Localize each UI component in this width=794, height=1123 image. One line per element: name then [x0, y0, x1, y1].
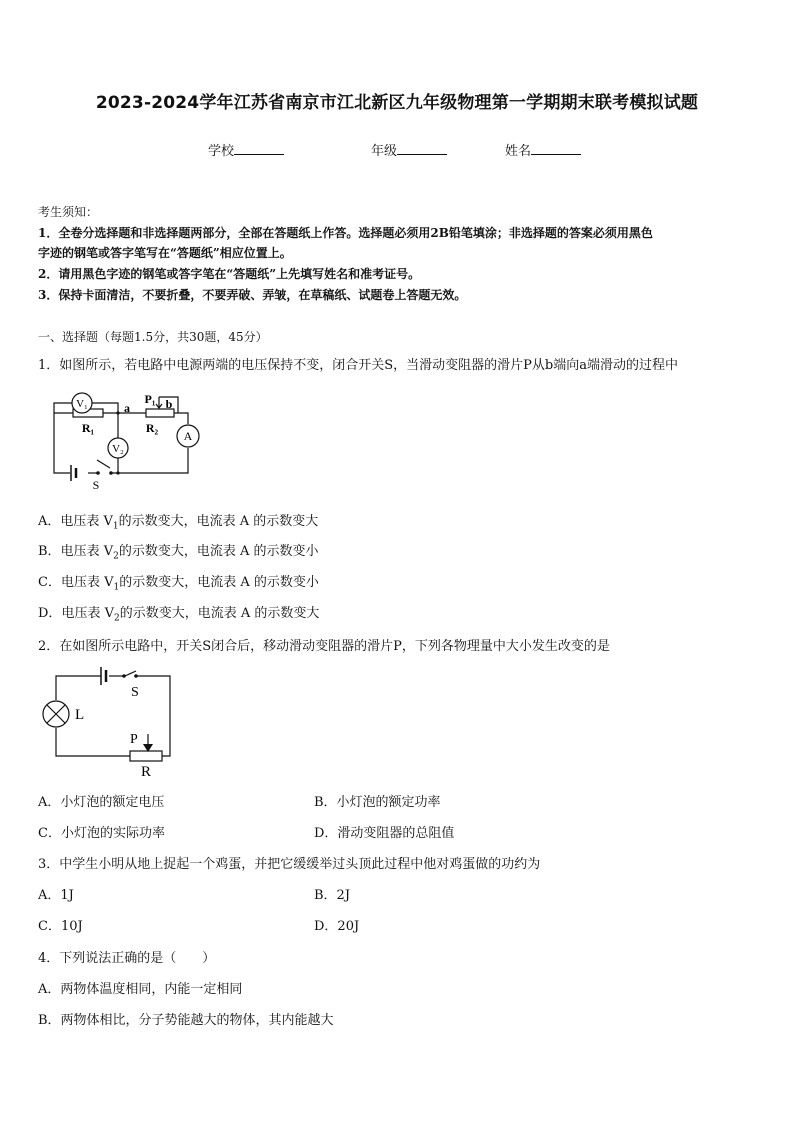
school-field[interactable]: [208, 140, 284, 159]
q1-option-b[interactable]: B．电压表 $V_2$的示数变大，电流表 A 的示数变小: [38, 544, 319, 562]
q3-option-d[interactable]: D．20J: [314, 919, 360, 934]
q1-r1-label: R₁: [81, 421, 95, 435]
name-label: 姓名: [505, 144, 532, 159]
q2-slider-label: P: [130, 732, 138, 747]
q3-option-a[interactable]: A．1J: [38, 888, 74, 903]
q1-v2-label: V₂: [112, 443, 124, 455]
q4-option-a[interactable]: A．两物体温度相同，内能一定相同: [38, 982, 243, 997]
q3-stem: 3．中学生小明从地上捉起一个鸡蛋，并把它缓缓举过头顶此过程中他对鸡蛋做的功约为: [38, 857, 541, 872]
q1-v1-label: V₁: [76, 398, 88, 410]
q2-option-c[interactable]: C．小灯泡的实际功率: [38, 826, 165, 841]
q1-p1-label: P₁: [144, 392, 156, 406]
notice-item-1: 1．全卷分选择题和非选择题两部分，全部在答题纸上作答。选择题必须用2B铅笔填涂；非选择题的答案必须用黑色: [38, 226, 653, 240]
page-title: 2023-2024学年江苏省南京市江北新区九年级物理第一学期期末联考模拟试题: [95, 93, 699, 113]
notice-heading: 考生须知：: [38, 205, 99, 219]
q1-option-c[interactable]: C．电压表 $V_1$的示数变大，电流表 A 的示数变小: [38, 575, 319, 593]
q1-stem: 1．如图所示，若电路中电源两端的电压保持不变，闭合开关S，当滑动变阻器的滑片P从b端向a端滑动的过程中: [38, 358, 678, 373]
notice-item-3: 3．保持卡面清洁，不要折叠，不要弄破、弄皱，在草稿纸、试题卷上答题无效。: [38, 288, 467, 302]
q4-stem: 4．下列说法正确的是（ ）: [38, 951, 216, 966]
q2-stem: 2．在如图所示电路中，开关S闭合后，移动滑动变阻器的滑片P，下列各物理量中大小发生改变的是: [38, 639, 610, 654]
q1-circuit-diagram: [40, 388, 200, 493]
q1-option-d[interactable]: D．电压表 $V_2$的示数变大，电流表 A 的示数变大: [38, 606, 320, 624]
notice-item-1-cont: 字迹的钢笔或答字笔写在“答题纸”相应位置上。: [38, 246, 292, 260]
q4-option-b[interactable]: B．两物体相比，分子势能越大的物体，其内能越大: [38, 1013, 334, 1028]
q2-switch-label: S: [131, 685, 139, 700]
section-heading: 一、选择题（每题1.5分，共30题，45分）: [38, 330, 268, 344]
q2-option-a[interactable]: A．小灯泡的额定电压: [38, 795, 165, 810]
q2-option-d[interactable]: D．滑动变阻器的总阻值: [314, 826, 455, 841]
school-blank[interactable]: [234, 142, 284, 155]
q1-r2-label: R₂: [145, 421, 159, 435]
school-label: 学校: [208, 144, 235, 159]
q1-b-label: b: [165, 397, 173, 411]
grade-label: 年级: [371, 144, 398, 159]
q2-resistor-label: R: [141, 764, 152, 780]
q2-lamp-label: L: [75, 707, 85, 723]
grade-field[interactable]: [371, 140, 447, 159]
q1-option-a[interactable]: A．电压表 $V_1$的示数变大，电流表 A 的示数变大: [38, 514, 319, 532]
q3-option-c[interactable]: C．10J: [38, 919, 83, 934]
q1-ammeter-label: A: [183, 429, 193, 443]
grade-blank[interactable]: [397, 142, 447, 155]
name-blank[interactable]: [531, 142, 581, 155]
q2-circuit-diagram: [38, 662, 178, 780]
notice-item-2: 2．请用黑色字迹的钢笔或答字笔在“答题纸”上先填写姓名和准考证号。: [38, 267, 421, 281]
q1-switch-label: S: [92, 478, 100, 492]
q1-a-label: a: [124, 401, 130, 415]
name-field[interactable]: [505, 140, 581, 159]
q3-option-b[interactable]: B．2J: [314, 888, 351, 903]
q2-option-b[interactable]: B．小灯泡的额定功率: [314, 795, 441, 810]
